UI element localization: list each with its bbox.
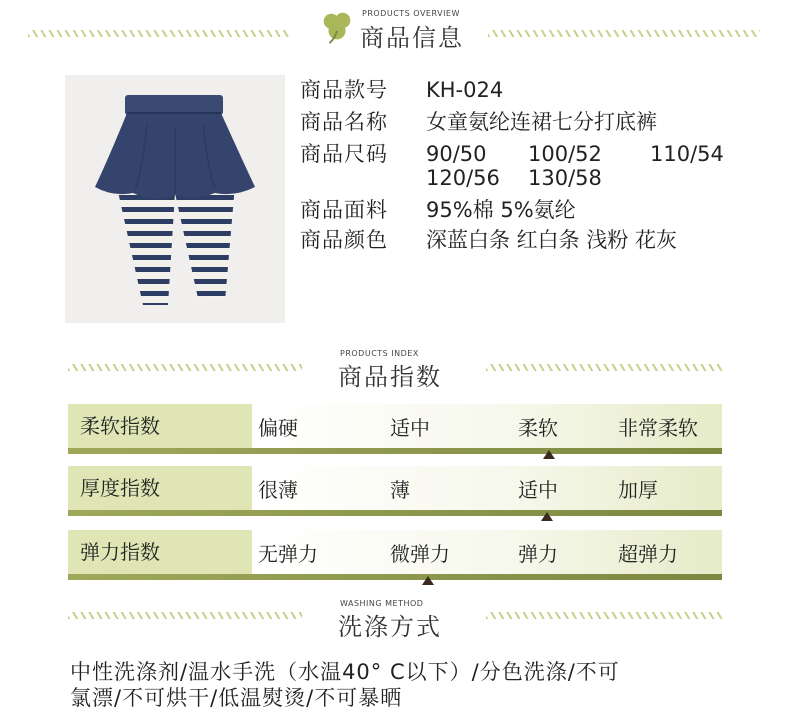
style-no-value: KH-024 [426,78,504,102]
index-title: 商品指数 [338,363,442,391]
index-baseline [68,574,722,580]
index-option: 适中 [390,416,430,440]
sizes-line-2 [426,166,602,190]
product-name-value: 女童氨纶连裙七分打底裤 [426,110,657,134]
washing-title: 洗涤方式 [338,613,442,641]
selected-marker-icon [541,512,553,521]
leggings-illustration [65,75,285,323]
selected-marker-icon [422,576,434,585]
clover-logo-icon [318,8,356,46]
info-label: 商品面料 [300,198,388,222]
size-value: 120/56 [426,166,500,190]
selected-marker-icon [543,450,555,459]
decor-hatch-left [68,364,302,371]
elasticity-index-label: 弹力指数 [68,530,252,574]
index-option: 很薄 [258,478,298,502]
index-option: 弹力 [518,542,558,566]
info-label: 商品款号 [300,78,388,102]
colors-value: 深蓝白条 红白条 浅粉 花灰 [426,228,678,252]
index-subtitle: PRODUCTS INDEX [340,349,419,358]
softness-index-bar [252,404,722,448]
info-label: 商品尺码 [300,142,388,166]
decor-hatch-right [486,612,722,619]
softness-index-row [68,404,722,456]
index-option: 薄 [390,478,410,502]
thickness-index-label: 厚度指数 [68,466,252,510]
thickness-index-row [68,466,722,518]
index-baseline [68,510,722,516]
index-option-selected: 微弹力 [390,542,450,566]
index-option: 加厚 [618,478,658,502]
info-label: 商品颜色 [300,228,388,252]
index-baseline [68,448,722,454]
washing-instructions-line-1: 中性洗涤剂/温水手洗（水温40° C以下）/分色洗涤/不可 [70,660,620,684]
overview-subtitle: PRODUCTS OVERVIEW [362,9,460,18]
decor-hatch-right [488,30,760,37]
thickness-index-bar [252,466,722,510]
size-value: 100/52 [528,142,602,166]
size-value: 110/54 [650,142,724,166]
elasticity-index-row [68,530,722,582]
fabric-value: 95%棉 5%氨纶 [426,198,576,222]
sizes-line-1 [426,142,724,166]
decor-hatch-right [486,364,722,371]
washing-subtitle: WASHING METHOD [340,599,424,608]
decor-hatch-left [68,612,302,619]
index-option: 超弹力 [618,542,678,566]
index-option: 非常柔软 [618,416,698,440]
decor-hatch-left [28,30,290,37]
washing-instructions-line-2: 氯漂/不可烘干/低温熨烫/不可暴晒 [70,686,403,710]
index-option: 无弹力 [258,542,318,566]
index-option-selected: 适中 [518,478,558,502]
product-image [65,75,285,323]
softness-index-label: 柔软指数 [68,404,252,448]
elasticity-index-bar [252,530,722,574]
index-option: 偏硬 [258,416,298,440]
index-option-selected: 柔软 [518,416,558,440]
overview-title: 商品信息 [360,24,464,52]
size-value: 90/50 [426,142,487,166]
size-value: 130/58 [528,166,602,190]
info-label: 商品名称 [300,110,388,134]
